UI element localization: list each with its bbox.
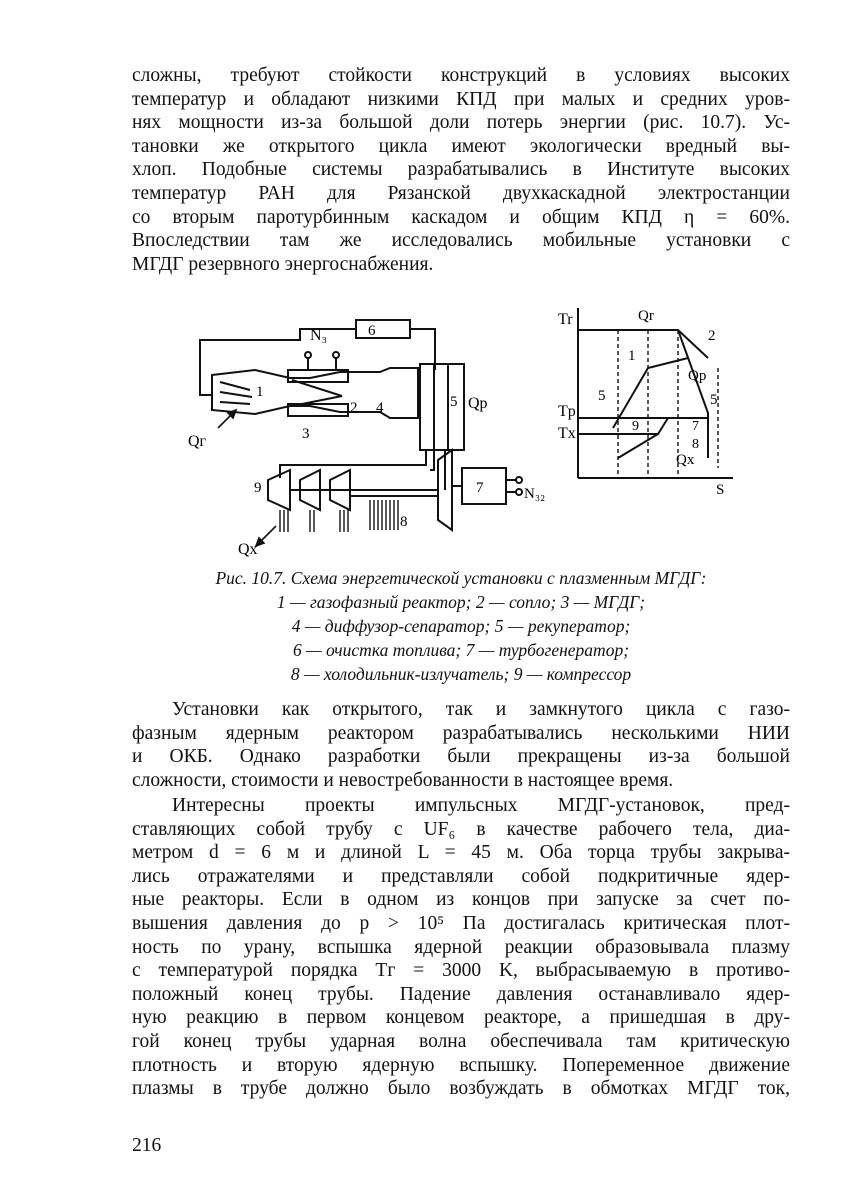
label-1: 1 <box>256 384 264 400</box>
text-line: лись отражателями и представляли собой подкритичные ядер- <box>132 865 790 887</box>
caption-line: Рис. 10.7. Схема энергетической установки с плазменным МГДГ: <box>215 568 707 588</box>
label-s: S <box>716 482 725 498</box>
label-qx: Qx <box>238 541 258 558</box>
paragraph-intro <box>132 64 790 276</box>
block-7 <box>462 468 506 504</box>
label-4: 4 <box>376 400 384 416</box>
text-line: Впоследствии там же исследовались мобильные установки с <box>132 230 790 252</box>
text-line: сложности, стоимости и невостребованности в настоящее время. <box>132 769 674 791</box>
label-ts-5a: 5 <box>598 388 606 404</box>
text-line: с температурой порядка Tг = 3000 K, выбрасываемую в противо- <box>132 960 790 982</box>
label-5: 5 <box>450 394 458 410</box>
text-line: МГДГ резервного энергоснабжения. <box>132 253 434 275</box>
label-ts-2: 2 <box>708 328 716 344</box>
label-ts-8: 8 <box>692 437 699 452</box>
label-ts-5b: 5 <box>710 392 718 408</box>
label-tx: Tx <box>558 425 576 442</box>
page-number: 216 <box>132 1135 162 1156</box>
text-line: гой конец трубы ударная волна обеспечивала там критическую <box>132 1030 790 1052</box>
text-line: ность по урану, вспышка ядерной реакции образовывала плазму <box>132 936 790 958</box>
label-ts-qr: Qr <box>638 308 654 324</box>
label-ts-7: 7 <box>692 419 699 434</box>
text-line: Интересны проекты импульсных МГДГ-установок, пред- <box>172 795 790 816</box>
figure-caption <box>132 566 790 686</box>
text-line: вышения давления до p > 10⁵ Па достигалась критическая плот- <box>132 912 790 934</box>
paragraph-pulsed <box>132 794 790 1101</box>
label-tr: Tr <box>558 311 573 328</box>
label-8: 8 <box>400 514 408 530</box>
label-qp: Qр <box>468 395 488 412</box>
label-ts-qx: Qx <box>676 452 695 468</box>
ts-diagram <box>558 308 738 498</box>
text-line: сложны, требуют стойкости конструкций в условиях высоких <box>132 65 790 86</box>
text-line: со вторым паротурбинным каскадом и общим КПД η = 60%. <box>132 206 790 228</box>
label-7: 7 <box>476 480 484 496</box>
label-6: 6 <box>368 323 376 339</box>
text-line: нях мощности из-за большой доли потерь энергии (рис. 10.7). Ус- <box>132 112 790 134</box>
label-3: 3 <box>302 426 310 442</box>
paragraph-installations <box>132 698 790 792</box>
caption-line: 1 — газофазный реактор; 2 — сопло; 3 — МГДГ; <box>276 592 646 612</box>
caption-line: 4 — диффузор-сепаратор; 5 — рекуператор; <box>291 616 631 636</box>
text-line: и ОКБ. Однако разработки были прекращены из-за большой <box>132 746 790 768</box>
compressor-stage <box>268 470 290 510</box>
figure-10-7 <box>180 300 740 562</box>
block-6 <box>356 320 410 338</box>
reactor-body <box>212 368 418 418</box>
text-line: плазмы в трубе должно было возбуждать в обмотках МГДГ ток, <box>132 1078 790 1100</box>
text-line: тановки же открытого цикла имеют экологически вредный вы- <box>132 135 790 157</box>
text-line: температур РАН для Рязанской двухкаскадной электростанции <box>132 182 790 204</box>
label-n3: N₃ <box>310 327 328 344</box>
label-tp: Tp <box>558 403 576 420</box>
text-line: плотность и вторую ядерную вспышку. Попеременное движение <box>132 1054 790 1076</box>
text-line: метром d = 6 м и длиной L = 45 м. Оба торца трубы закрыва- <box>132 842 790 864</box>
label-n32: N₃₂ <box>524 486 546 502</box>
text-line: ные реакторы. Если в одном из концов при запуске за счет по- <box>132 889 790 911</box>
label-ts-1: 1 <box>628 348 636 364</box>
text-line: хлоп. Подобные системы разрабатывались в Институте высоких <box>132 159 790 181</box>
text-line: положный конец трубы. Падение давления останавливало ядер- <box>132 983 790 1005</box>
caption-line: 6 — очистка топлива; 7 — турбогенератор; <box>292 640 630 660</box>
caption-line: 8 — холодильник-излучатель; 9 — компрессор <box>290 664 632 684</box>
label-ts-9: 9 <box>632 419 639 434</box>
label-ts-qp: Qp <box>688 368 707 384</box>
label-9: 9 <box>254 480 262 496</box>
text-line: Установки как открытого, так и замкнутого цикла с газо- <box>172 699 790 720</box>
text-line: температур и обладают низкими КПД при малых и средних уров- <box>132 88 790 110</box>
label-qr: Qг <box>188 433 207 450</box>
text-line: ставляющих собой трубу с UF₆ в качестве рабочего тела, диа- <box>132 818 790 840</box>
schematic-diagram <box>180 300 560 562</box>
label-2: 2 <box>350 400 358 416</box>
text-line: фазным ядерным реактором разрабатывались несколькими НИИ <box>132 722 790 744</box>
text-line: ную реакцию в первом концевом реакторе, а пришедшая в дру- <box>132 1007 790 1029</box>
